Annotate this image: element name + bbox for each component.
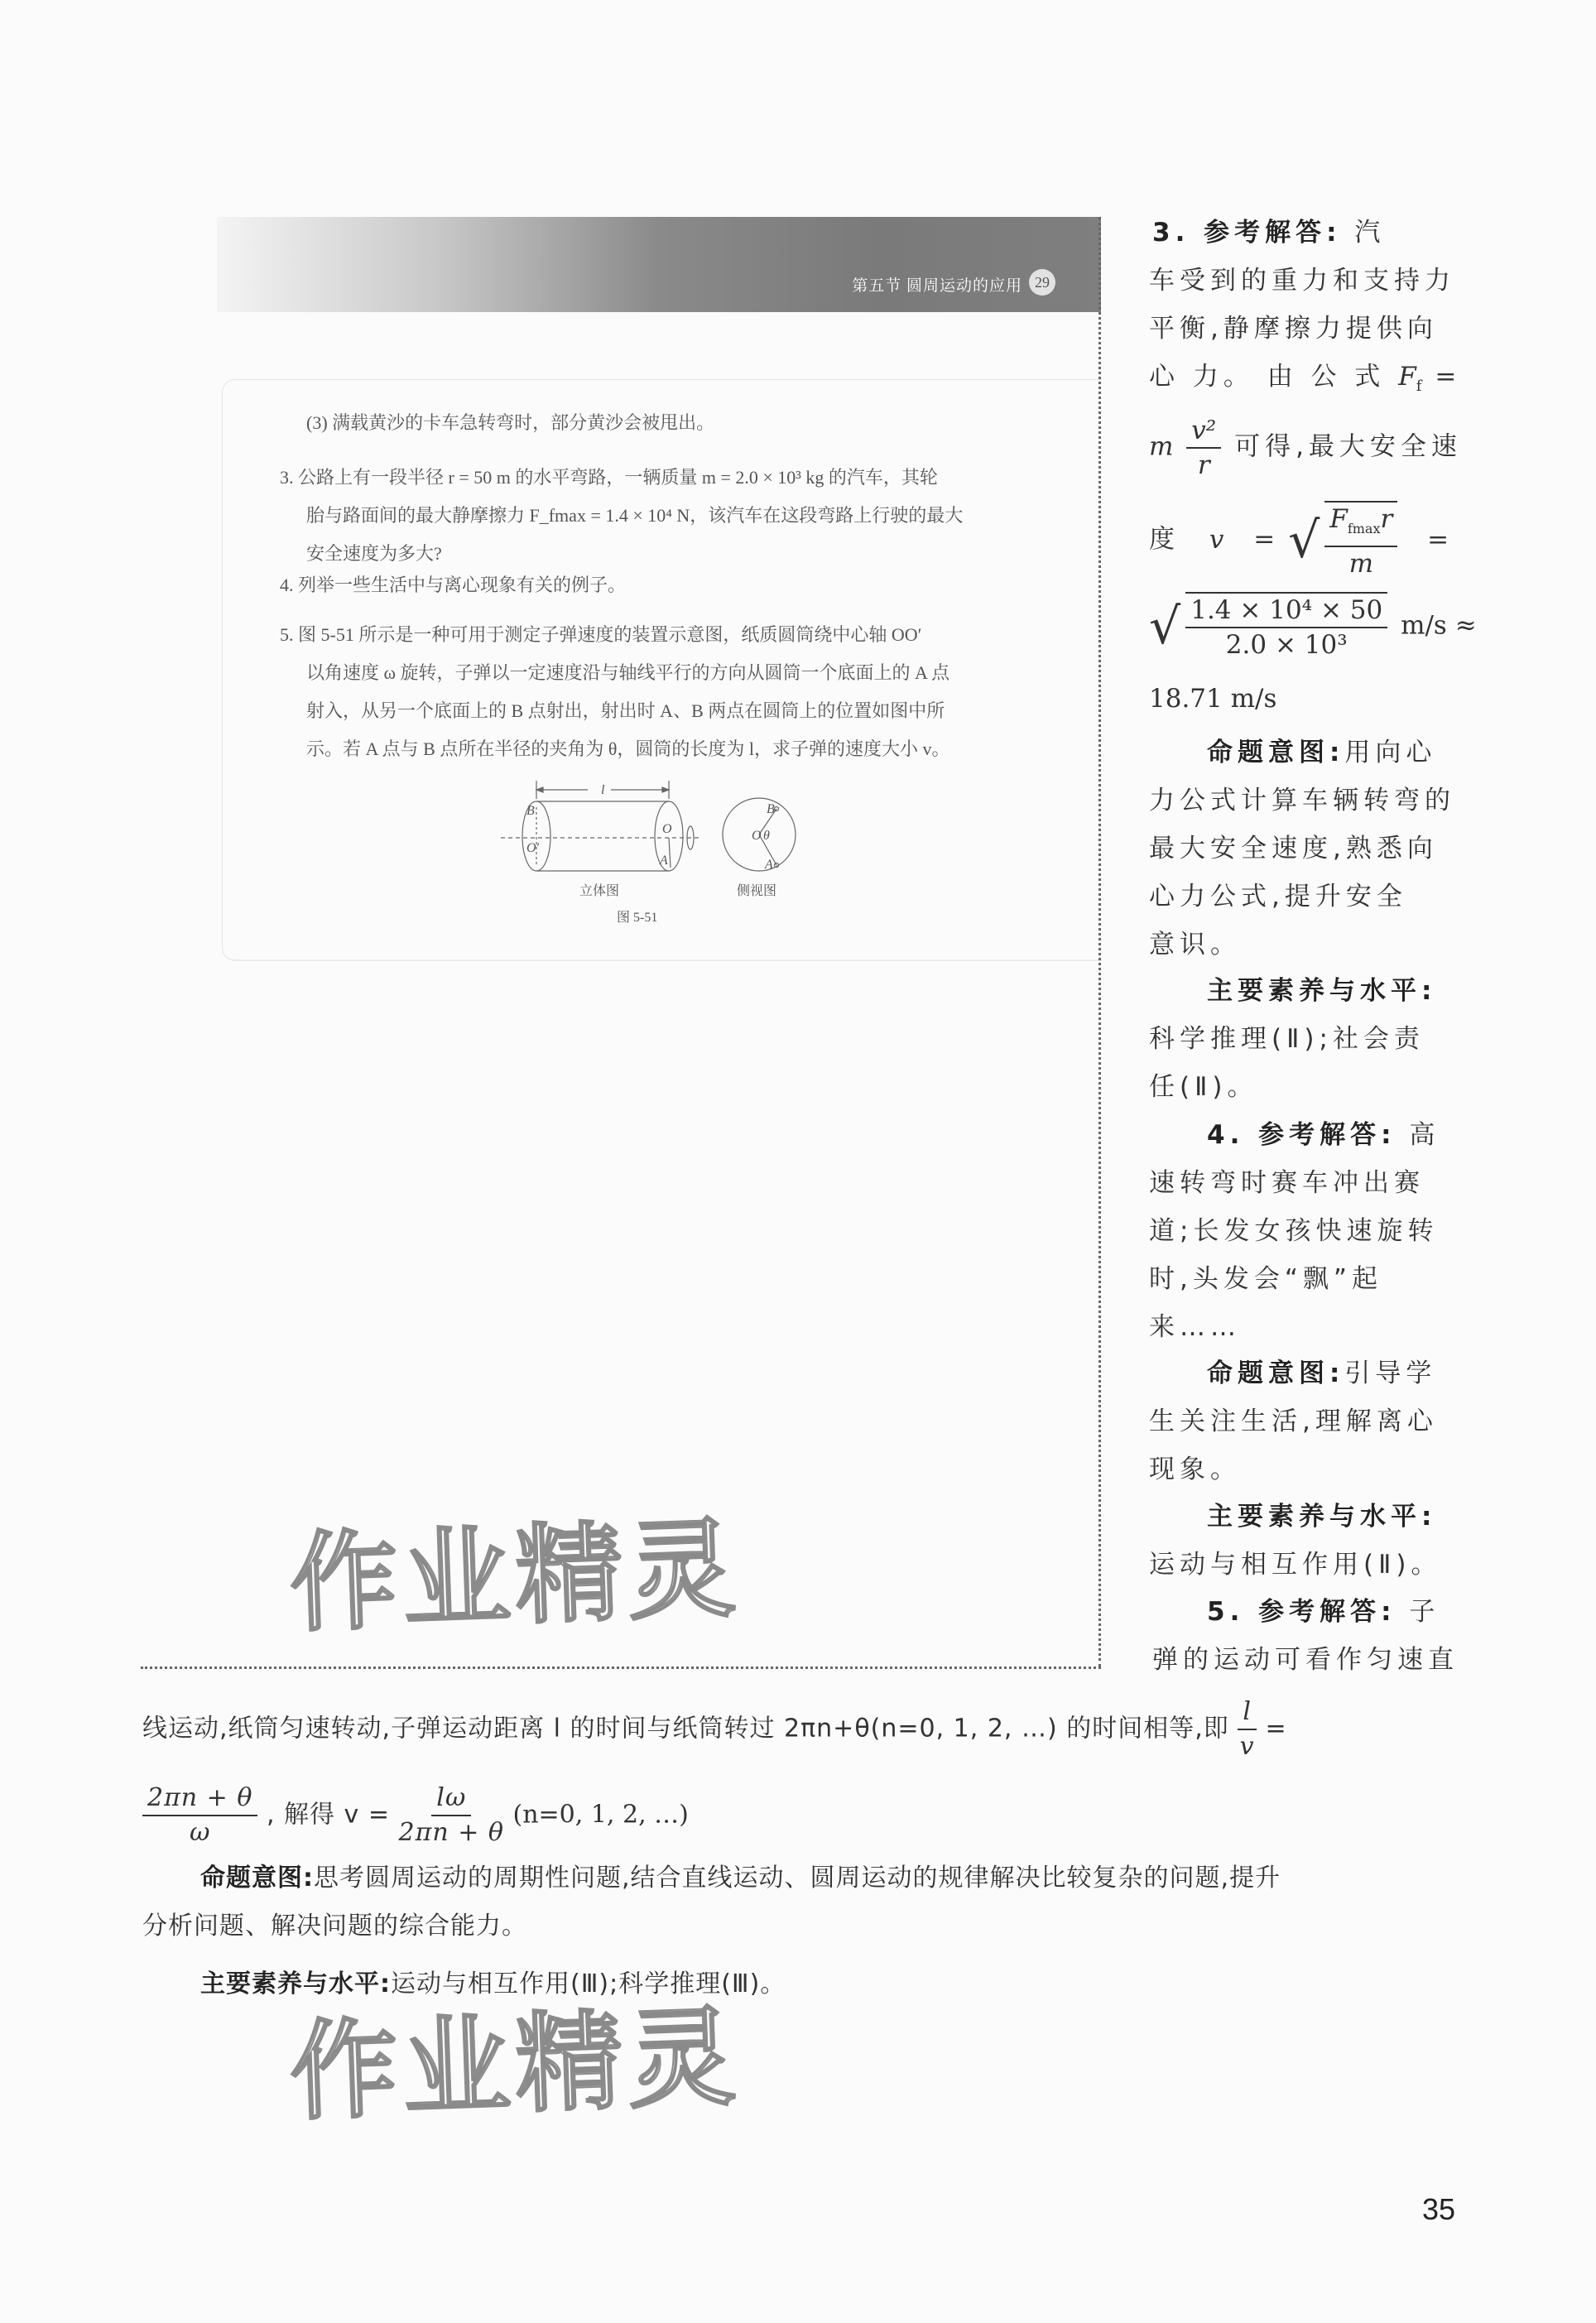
n-range: (n=0, 1, 2, …) bbox=[512, 1800, 689, 1830]
fraction-velocity bbox=[399, 1782, 504, 1849]
fraction-period bbox=[142, 1782, 257, 1849]
formula-F: F bbox=[1398, 362, 1416, 392]
watermark: 作业精灵 bbox=[287, 1505, 743, 1647]
equals-sign: = bbox=[1435, 362, 1457, 392]
dotted-divider-horizontal bbox=[141, 1666, 1101, 1669]
formula-v: v bbox=[1209, 524, 1224, 555]
answer-4-text: 高 bbox=[1409, 1120, 1440, 1150]
answer-5-line: 弹的运动可看作匀速直 bbox=[1152, 1645, 1459, 1675]
intent-line: 心力公式,提升安全 bbox=[1149, 882, 1407, 911]
calc-unit: m/s ≈ bbox=[1401, 610, 1477, 641]
caption-3d-view: 立体图 bbox=[579, 884, 620, 898]
level-heading: 主要素养与水平: bbox=[200, 1970, 391, 1998]
formula-m: m bbox=[1149, 431, 1174, 462]
calc-denominator: 2.0 × 10³ bbox=[1225, 630, 1348, 660]
intent-3-body bbox=[1149, 777, 1455, 969]
level-line: 任(Ⅱ)。 bbox=[1149, 1072, 1258, 1102]
fraction-den: r bbox=[1197, 450, 1210, 480]
label-O: O bbox=[662, 822, 672, 836]
textbook-banner bbox=[217, 217, 1101, 312]
formula-r: r bbox=[1380, 504, 1393, 534]
answer-4-line: 来…… bbox=[1149, 1312, 1241, 1342]
answer-4-line: 速转弯时赛车冲出赛 bbox=[1149, 1168, 1425, 1198]
cylinder-diagram bbox=[497, 774, 828, 898]
question-3-line: 胎与路面间的最大静摩擦力 F_fmax = 1.4 × 10⁴ N，该汽车在这段弯路上行驶的最大 bbox=[306, 505, 964, 526]
intent-line: 意识。 bbox=[1149, 930, 1241, 960]
watermark: 作业精灵 bbox=[287, 1994, 743, 2136]
question-2-3: (3) 满载黄沙的卡车急转弯时，部分黄沙会被甩出。 bbox=[306, 412, 715, 433]
answer-5 bbox=[1207, 1588, 1440, 1636]
answer-5-full-line: 线运动,纸筒匀速转动,子弹运动距离 l 的时间与纸筒转过 2πn+θ(n=0, 1, 2, …) 的时间相等,即 bbox=[142, 1714, 1229, 1743]
figure-caption: 图 5-51 bbox=[617, 911, 658, 925]
answer-3 bbox=[1152, 209, 1385, 257]
sqrt-expression: √ $\frac{\text{1.4 × 10⁴ × 50}}{\text{2.0 × 10³}}$ bbox=[1149, 592, 1387, 661]
intent-text: 用向心 bbox=[1344, 738, 1437, 767]
fraction-num: 2πn + θ bbox=[142, 1782, 257, 1816]
answer-5-continuation bbox=[142, 1695, 1287, 1763]
fraction-l-v bbox=[1238, 1695, 1257, 1763]
level-4-heading bbox=[1207, 1493, 1436, 1541]
level-4-body: 运动与相互作用(Ⅱ)。 bbox=[1149, 1550, 1442, 1580]
answer-3-result: 18.71 m/s bbox=[1149, 684, 1277, 714]
intent-4-body bbox=[1149, 1397, 1438, 1493]
level-line: 科学推理(Ⅱ);社会责 bbox=[1149, 1024, 1425, 1054]
fraction-num: v² bbox=[1186, 414, 1221, 449]
figure-5-51 bbox=[497, 774, 828, 931]
sqrt-expression: √ $\frac{F_{fmax}r}{m}$ bbox=[1288, 501, 1397, 580]
question-5-line: 射入，从另一个底面上的 B 点射出，射出时 A、B 两点在圆筒上的位置如图中所 bbox=[306, 700, 945, 721]
intent-line: 现象。 bbox=[1149, 1455, 1241, 1484]
answer-3-line: 车受到的重力和支持力 bbox=[1149, 266, 1455, 296]
formula-F: F bbox=[1329, 504, 1348, 534]
question-3-line: 3. 公路上有一段半径 r = 50 m 的水平弯路，一辆质量 m = 2.0 × 10³ kg 的汽车，其轮 bbox=[280, 467, 938, 488]
answer-5-heading: 5. 参考解答: bbox=[1207, 1597, 1396, 1627]
side-label-A: A bbox=[765, 858, 773, 872]
fraction-den: v bbox=[1239, 1732, 1255, 1761]
intent-heading: 命题意图: bbox=[1207, 1359, 1345, 1388]
answer-4-line: 道;长发女孩快速旋转 bbox=[1149, 1216, 1439, 1246]
intent-text: 引导学 bbox=[1344, 1359, 1437, 1388]
solve-text: , 解得 v = bbox=[266, 1800, 390, 1830]
label-O-prime: O′ bbox=[526, 841, 540, 855]
dotted-divider-vertical bbox=[1098, 217, 1101, 1667]
level-text: 运动与相互作用(Ⅲ);科学推理(Ⅲ)。 bbox=[391, 1970, 786, 1998]
label-l: l bbox=[601, 783, 605, 797]
formula-vmax: 度 v = √ $\frac{F_{fmax}r}{m}$ = bbox=[1149, 501, 1449, 580]
intent-line: 最大安全速度,熟悉向 bbox=[1149, 834, 1438, 863]
question-5 bbox=[280, 616, 950, 768]
question-5-line: 以角速度 ω 旋转，子弹以一定速度沿与轴线平行的方向从圆筒一个底面上的 A 点 bbox=[306, 662, 950, 683]
label-A: A bbox=[660, 854, 668, 868]
equals-sign: = bbox=[1265, 1714, 1287, 1743]
formula-mv2r bbox=[1149, 414, 1462, 482]
intent-3 bbox=[1207, 729, 1436, 777]
caption-side-view: 侧视图 bbox=[737, 884, 777, 898]
fraction-v2-r bbox=[1186, 414, 1221, 482]
answer-3-heading: 3. 参考解答: bbox=[1152, 218, 1342, 248]
question-5-line: 5. 图 5-51 所示是一种可用于测定子弹速度的装置示意图，纸质圆筒绕中心轴 OO′ bbox=[280, 624, 922, 645]
answer-4 bbox=[1207, 1111, 1440, 1159]
answer-5-text: 子 bbox=[1409, 1597, 1440, 1627]
formula-F-sub: fmax bbox=[1347, 521, 1381, 537]
section-title: 第五节 圆周运动的应用 bbox=[852, 277, 1022, 295]
question-3-line: 安全速度为多大? bbox=[306, 543, 442, 564]
question-5-line: 示。若 A 点与 B 点所在半径的夹角为 θ，圆筒的长度为 l，求子弹的速度大小 v。 bbox=[306, 738, 950, 759]
answer-4-line: 时,头发会“飘”起 bbox=[1149, 1264, 1382, 1294]
formula-m: m bbox=[1348, 549, 1374, 580]
label-B: B bbox=[526, 804, 535, 818]
answer-3-body bbox=[1149, 257, 1456, 411]
intent-4 bbox=[1207, 1349, 1436, 1397]
fraction-num: lω bbox=[431, 1782, 471, 1816]
answer-4-heading: 4. 参考解答: bbox=[1207, 1120, 1396, 1150]
side-label-B: B bbox=[767, 802, 775, 816]
question-4: 4. 列举一些生活中与离心现象有关的例子。 bbox=[280, 575, 627, 595]
intent-line: 力公式计算车辆转弯的 bbox=[1149, 786, 1455, 815]
answer-3-line: 可得,最大安全速 bbox=[1234, 431, 1462, 462]
answer-4-body bbox=[1149, 1159, 1438, 1351]
fraction-num: l bbox=[1238, 1695, 1257, 1730]
level-heading: 主要素养与水平: bbox=[1207, 976, 1437, 1006]
intent-5-line2: 分析问题、解决问题的综合能力。 bbox=[142, 1912, 527, 1941]
intent-heading: 命题意图: bbox=[200, 1864, 314, 1893]
formula-F-sub: f bbox=[1416, 378, 1422, 396]
answer-5-solution bbox=[142, 1782, 689, 1849]
question-3 bbox=[280, 459, 963, 573]
calc-numerator: 1.4 × 10⁴ × 50 bbox=[1185, 594, 1387, 628]
formula-calc bbox=[1149, 592, 1477, 661]
page-number: 35 bbox=[1422, 2192, 1456, 2226]
side-label-O: O bbox=[752, 829, 762, 843]
intent-5 bbox=[200, 1854, 1281, 1902]
level-heading: 主要素养与水平: bbox=[1207, 1502, 1437, 1532]
intent-heading: 命题意图: bbox=[1207, 738, 1345, 767]
answer-3-text: 汽 bbox=[1354, 218, 1386, 248]
level-3-body bbox=[1149, 1015, 1425, 1111]
fraction-den: 2πn + θ bbox=[398, 1818, 504, 1847]
intent-text: 思考圆周运动的周期性问题,结合直线运动、圆周运动的规律解决比较复杂的问题,提升 bbox=[314, 1864, 1281, 1893]
answer-3-text: 度 bbox=[1149, 524, 1180, 555]
answer-3-line: 平衡,静摩擦力提供向 bbox=[1149, 314, 1438, 344]
side-label-theta: θ bbox=[763, 829, 770, 843]
answer-3-line: 心 力。 由 公 式 bbox=[1149, 362, 1386, 392]
level-3-heading bbox=[1207, 967, 1436, 1015]
intent-line: 生关注生活,理解离心 bbox=[1149, 1407, 1438, 1436]
fraction-den: ω bbox=[189, 1818, 211, 1847]
textbook-page-badge: 29 bbox=[1029, 269, 1055, 296]
